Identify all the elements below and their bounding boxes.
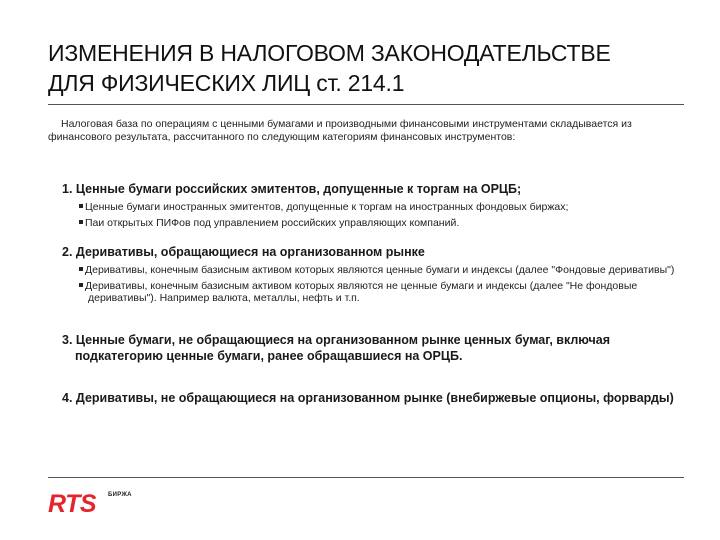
section-2 <box>62 244 682 308</box>
title-line-1: ИЗМЕНЕНИЯ В НАЛОГОВОМ ЗАКОНОДАТЕЛЬСТВЕ <box>48 40 611 66</box>
square-bullet-icon <box>79 204 83 208</box>
section-4 <box>62 390 682 406</box>
rts-logo-mark: RTS <box>48 490 97 518</box>
bullet-list <box>62 201 682 229</box>
top-divider <box>48 104 684 105</box>
section-1 <box>62 181 682 232</box>
intro-paragraph: Налоговая база по операциям с ценными бумагами и производными финансовыми инструментами складывается из финансового результата, рассчитанного по следующим категориям финансовых инструментов: <box>48 118 632 143</box>
list-item: Ценные бумаги иностранных эмитентов, допущенные к торгам на иностранных фондовых биржах; <box>62 201 682 214</box>
title-line-2: ДЛЯ ФИЗИЧЕСКИХ ЛИЦ ст. 214.1 <box>48 70 405 96</box>
list-item: Паи открытых ПИФов под управлением российских управляющих компаний. <box>62 217 682 230</box>
square-bullet-icon <box>79 267 83 271</box>
section-heading: 4. Деривативы, не обращающиеся на организованном рынке (внебиржевые опционы, форварды) <box>62 391 674 405</box>
rts-logo-word: БИРЖА <box>108 492 132 498</box>
list-item: Деривативы, конечным базисным активом которых являются ценные бумаги и индексы (далее "Фондовые деривативы") <box>62 264 682 277</box>
section-heading: 1. Ценные бумаги российских эмитентов, допущенные к торгам на ОРЦБ; <box>62 182 522 196</box>
section-heading: 2. Деривативы, обращающиеся на организованном рынке <box>62 245 425 259</box>
square-bullet-icon <box>79 220 83 224</box>
bottom-divider <box>48 477 684 478</box>
section-3 <box>62 332 682 364</box>
bullet-list <box>62 264 682 305</box>
slide-title <box>48 38 688 98</box>
square-bullet-icon <box>79 283 83 287</box>
section-heading: 3. Ценные бумаги, не обращающиеся на организованном рынке ценных бумаг, включая подкатегорию ценные бумаги, ранее обращавшиеся на ОРЦБ. <box>62 333 611 363</box>
list-item: Деривативы, конечным базисным активом которых являются не ценные бумаги и индексы (далее "Не фондовые деривативы"). Например валюта, металлы, нефть и т.п. <box>62 280 682 305</box>
